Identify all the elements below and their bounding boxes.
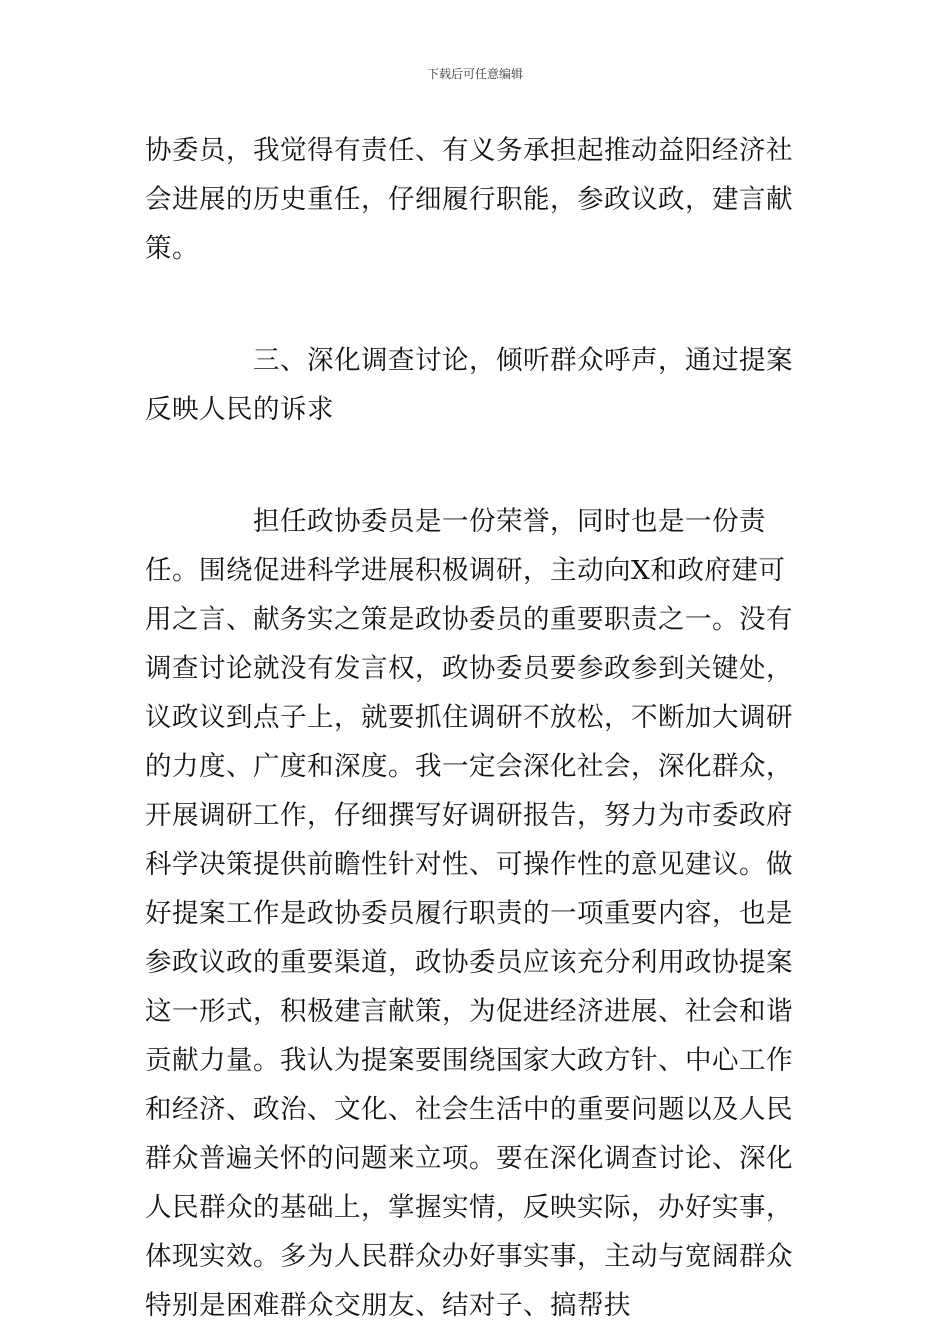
paragraph-gap xyxy=(145,273,809,336)
section-heading: 三、深化调查讨论，倾听群众呼声，通过提案反映人民的诉求 xyxy=(145,345,793,425)
paragraph-continuation: 协委员，我觉得有责任、有义务承担起推动益阳经济社会进展的历史重任，仔细履行职能，参政议政，建言献策。 xyxy=(145,135,793,264)
page-header: 下载后可任意编辑 xyxy=(426,67,523,81)
document-body xyxy=(145,126,809,1330)
paragraph-body: 担任政协委员是一份荣誉，同时也是一份责任。围绕促进科学进展积极调研，主动向X和政府建可用之言、献务实之策是政协委员的重要职责之一。没有调查讨论就没有发言权，政协委员要参政参到关键处，议政议到点子上，就要抓住调研不放松，不断加大调研的力度、广度和深度。我一定会深化社会，深化群众，开展调研工作，仔细撰写好调研报告，努力为市委政府科学决策提供前瞻性针对性、可操作性的意见建议。做好提案工作是政协委员履行职责的一项重要内容，也是参政议政的重要渠道，政协委员应该充分利用政协提案这一形式，积极建言献策，为促进经济进展、社会和谐贡献力量。我认为提案要围绕国家大政方针、中心工作和经济、政治、文化、社会生活中的重要问题以及人民群众普遍关怀的问题来立项。要在深化调查讨论、深化人民群众的基础上，掌握实情，反映实际，办好实事，体现实效。多为人民群众办好事实事，主动与宽阔群众特别是困难群众交朋友、结对子、搞帮扶 xyxy=(145,506,793,1321)
paragraph-gap xyxy=(145,434,809,497)
